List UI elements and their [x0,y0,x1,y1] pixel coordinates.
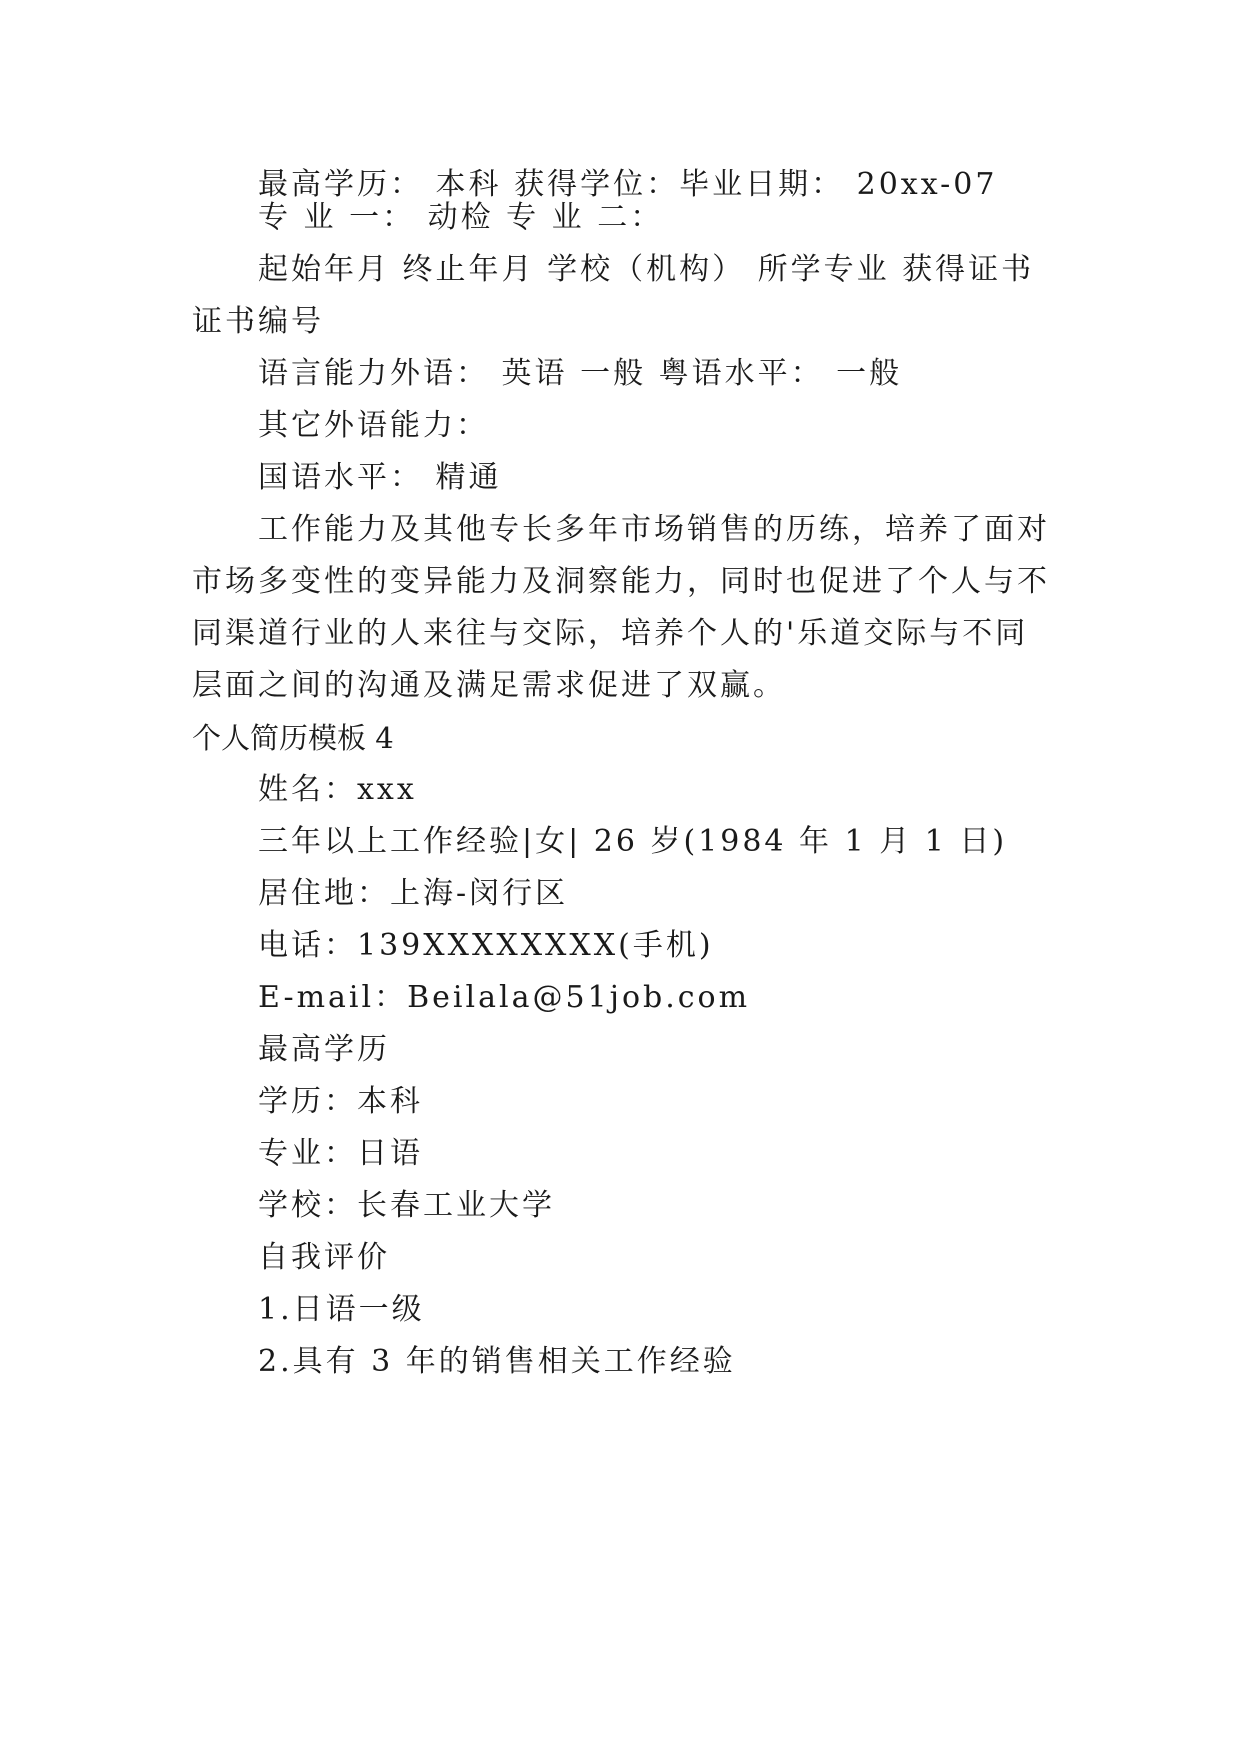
mandarin-level-line: 国语水平： 精通 [258,460,502,495]
work-ability-paragraph-line-3: 同渠道行业的人来往与交际，培养个人的'乐道交际与不同 [192,616,1029,651]
residence-line: 居住地：上海-闵行区 [258,876,569,911]
language-ability-line: 语言能力外语： 英语 一般 粤语水平： 一般 [258,356,903,391]
experience-gender-age-line: 三年以上工作经验|女| 26 岁(1984 年 1 月 1 日) [258,824,1008,859]
evaluation-item-1: 1.日语一级 [258,1292,425,1327]
email-line: E-mail：Beilala@51job.com [258,980,751,1015]
highest-education-line: 最高学历： 本科 获得学位：毕业日期： 20xx-07 [258,167,998,202]
work-ability-paragraph-line-4: 层面之间的沟通及满足需求促进了双赢。 [192,668,786,703]
phone-line: 电话：139XXXXXXXX(手机) [258,928,714,963]
work-ability-paragraph-line-1: 工作能力及其他专长多年市场销售的历练，培养了面对 [258,512,1050,547]
other-language-line: 其它外语能力： [258,408,489,443]
evaluation-item-2: 2.具有 3 年的销售相关工作经验 [258,1344,736,1379]
major-line: 专 业 一： 动检 专 业 二： [258,200,664,235]
work-ability-paragraph-line-2: 市场多变性的变异能力及洞察能力，同时也促进了个人与不 [192,564,1050,599]
school-line: 学校：长春工业大学 [258,1188,555,1223]
degree-line: 学历：本科 [258,1084,423,1119]
highest-education-heading: 最高学历 [258,1032,390,1067]
certificate-number-line: 证书编号 [192,304,324,339]
name-line: 姓名：xxx [258,772,417,807]
education-table-header-line: 起始年月 终止年月 学校（机构） 所学专业 获得证书 [258,252,1035,287]
major-japanese-line: 专业：日语 [258,1136,423,1171]
resume-template-title: 个人简历模板 4 [192,721,394,755]
self-evaluation-heading: 自我评价 [258,1240,390,1275]
